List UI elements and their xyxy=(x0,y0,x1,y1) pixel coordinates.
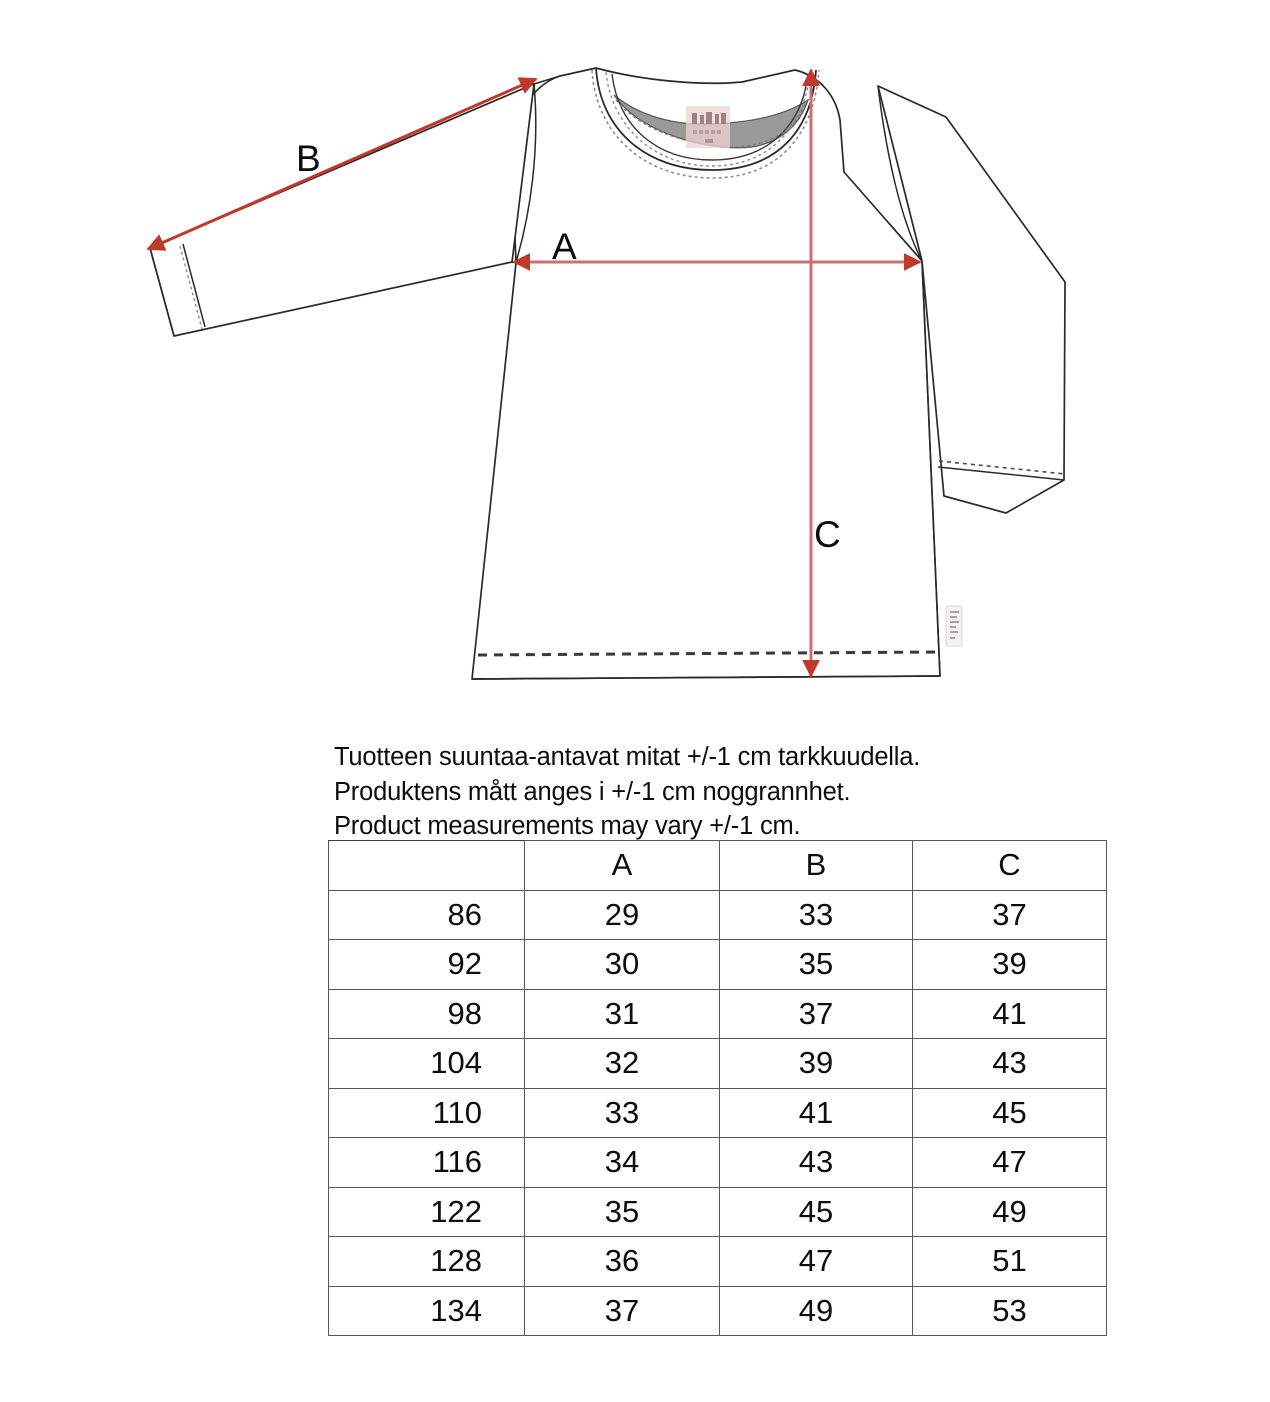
table-header-row xyxy=(329,841,1107,891)
header-a: A xyxy=(525,841,720,891)
table-row xyxy=(329,1138,1107,1188)
cell-b: 43 xyxy=(720,1138,913,1188)
brand-label-tag xyxy=(686,106,730,148)
cell-a: 36 xyxy=(525,1237,720,1287)
cell-c: 53 xyxy=(913,1286,1107,1336)
size-chart-table xyxy=(328,840,1107,1336)
cell-c: 47 xyxy=(913,1138,1107,1188)
cell-a: 31 xyxy=(525,989,720,1039)
table-row xyxy=(329,1039,1107,1089)
cell-a: 37 xyxy=(525,1286,720,1336)
dimension-label-a: A xyxy=(552,226,577,267)
cell-b: 41 xyxy=(720,1088,913,1138)
cell-a: 30 xyxy=(525,940,720,990)
cell-size: 104 xyxy=(329,1039,525,1089)
cell-a: 34 xyxy=(525,1138,720,1188)
cell-b: 35 xyxy=(720,940,913,990)
side-care-label xyxy=(946,606,962,646)
cell-b: 45 xyxy=(720,1187,913,1237)
cell-c: 49 xyxy=(913,1187,1107,1237)
cell-size: 92 xyxy=(329,940,525,990)
disclaimer-line-fi: Tuotteen suuntaa-antavat mitat +/-1 cm tarkkuudella. xyxy=(334,743,921,771)
cell-b: 39 xyxy=(720,1039,913,1089)
cell-c: 45 xyxy=(913,1088,1107,1138)
cell-size: 110 xyxy=(329,1088,525,1138)
header-c: C xyxy=(913,841,1107,891)
table-row xyxy=(329,989,1107,1039)
cell-size: 122 xyxy=(329,1187,525,1237)
cell-b: 47 xyxy=(720,1237,913,1287)
dimension-label-c: C xyxy=(814,514,841,555)
table-row xyxy=(329,1187,1107,1237)
table-row xyxy=(329,890,1107,940)
cell-size: 98 xyxy=(329,989,525,1039)
disclaimer-line-en: Product measurements may vary +/-1 cm. xyxy=(334,812,801,840)
cell-c: 39 xyxy=(913,940,1107,990)
cell-a: 29 xyxy=(525,890,720,940)
cell-c: 41 xyxy=(913,989,1107,1039)
cell-size: 134 xyxy=(329,1286,525,1336)
cell-size: 128 xyxy=(329,1237,525,1287)
cell-b: 37 xyxy=(720,989,913,1039)
cell-c: 51 xyxy=(913,1237,1107,1287)
table-row xyxy=(329,1237,1107,1287)
disclaimer-line-sv: Produktens mått anges i +/-1 cm noggrannhet. xyxy=(334,777,851,806)
cell-size: 86 xyxy=(329,890,525,940)
left-sleeve xyxy=(150,84,534,336)
table-row xyxy=(329,940,1107,990)
cell-a: 35 xyxy=(525,1187,720,1237)
cell-b: 49 xyxy=(720,1286,913,1336)
cell-c: 37 xyxy=(913,890,1107,940)
table-row xyxy=(329,1286,1107,1336)
table-row xyxy=(329,1088,1107,1138)
cell-a: 32 xyxy=(525,1039,720,1089)
cell-a: 33 xyxy=(525,1088,720,1138)
cell-b: 33 xyxy=(720,890,913,940)
header-b: B xyxy=(720,841,913,891)
cell-c: 43 xyxy=(913,1039,1107,1089)
measurement-disclaimer xyxy=(334,740,1114,844)
dimension-label-b: B xyxy=(296,138,321,179)
header-size-blank xyxy=(329,841,525,891)
cell-size: 116 xyxy=(329,1138,525,1188)
